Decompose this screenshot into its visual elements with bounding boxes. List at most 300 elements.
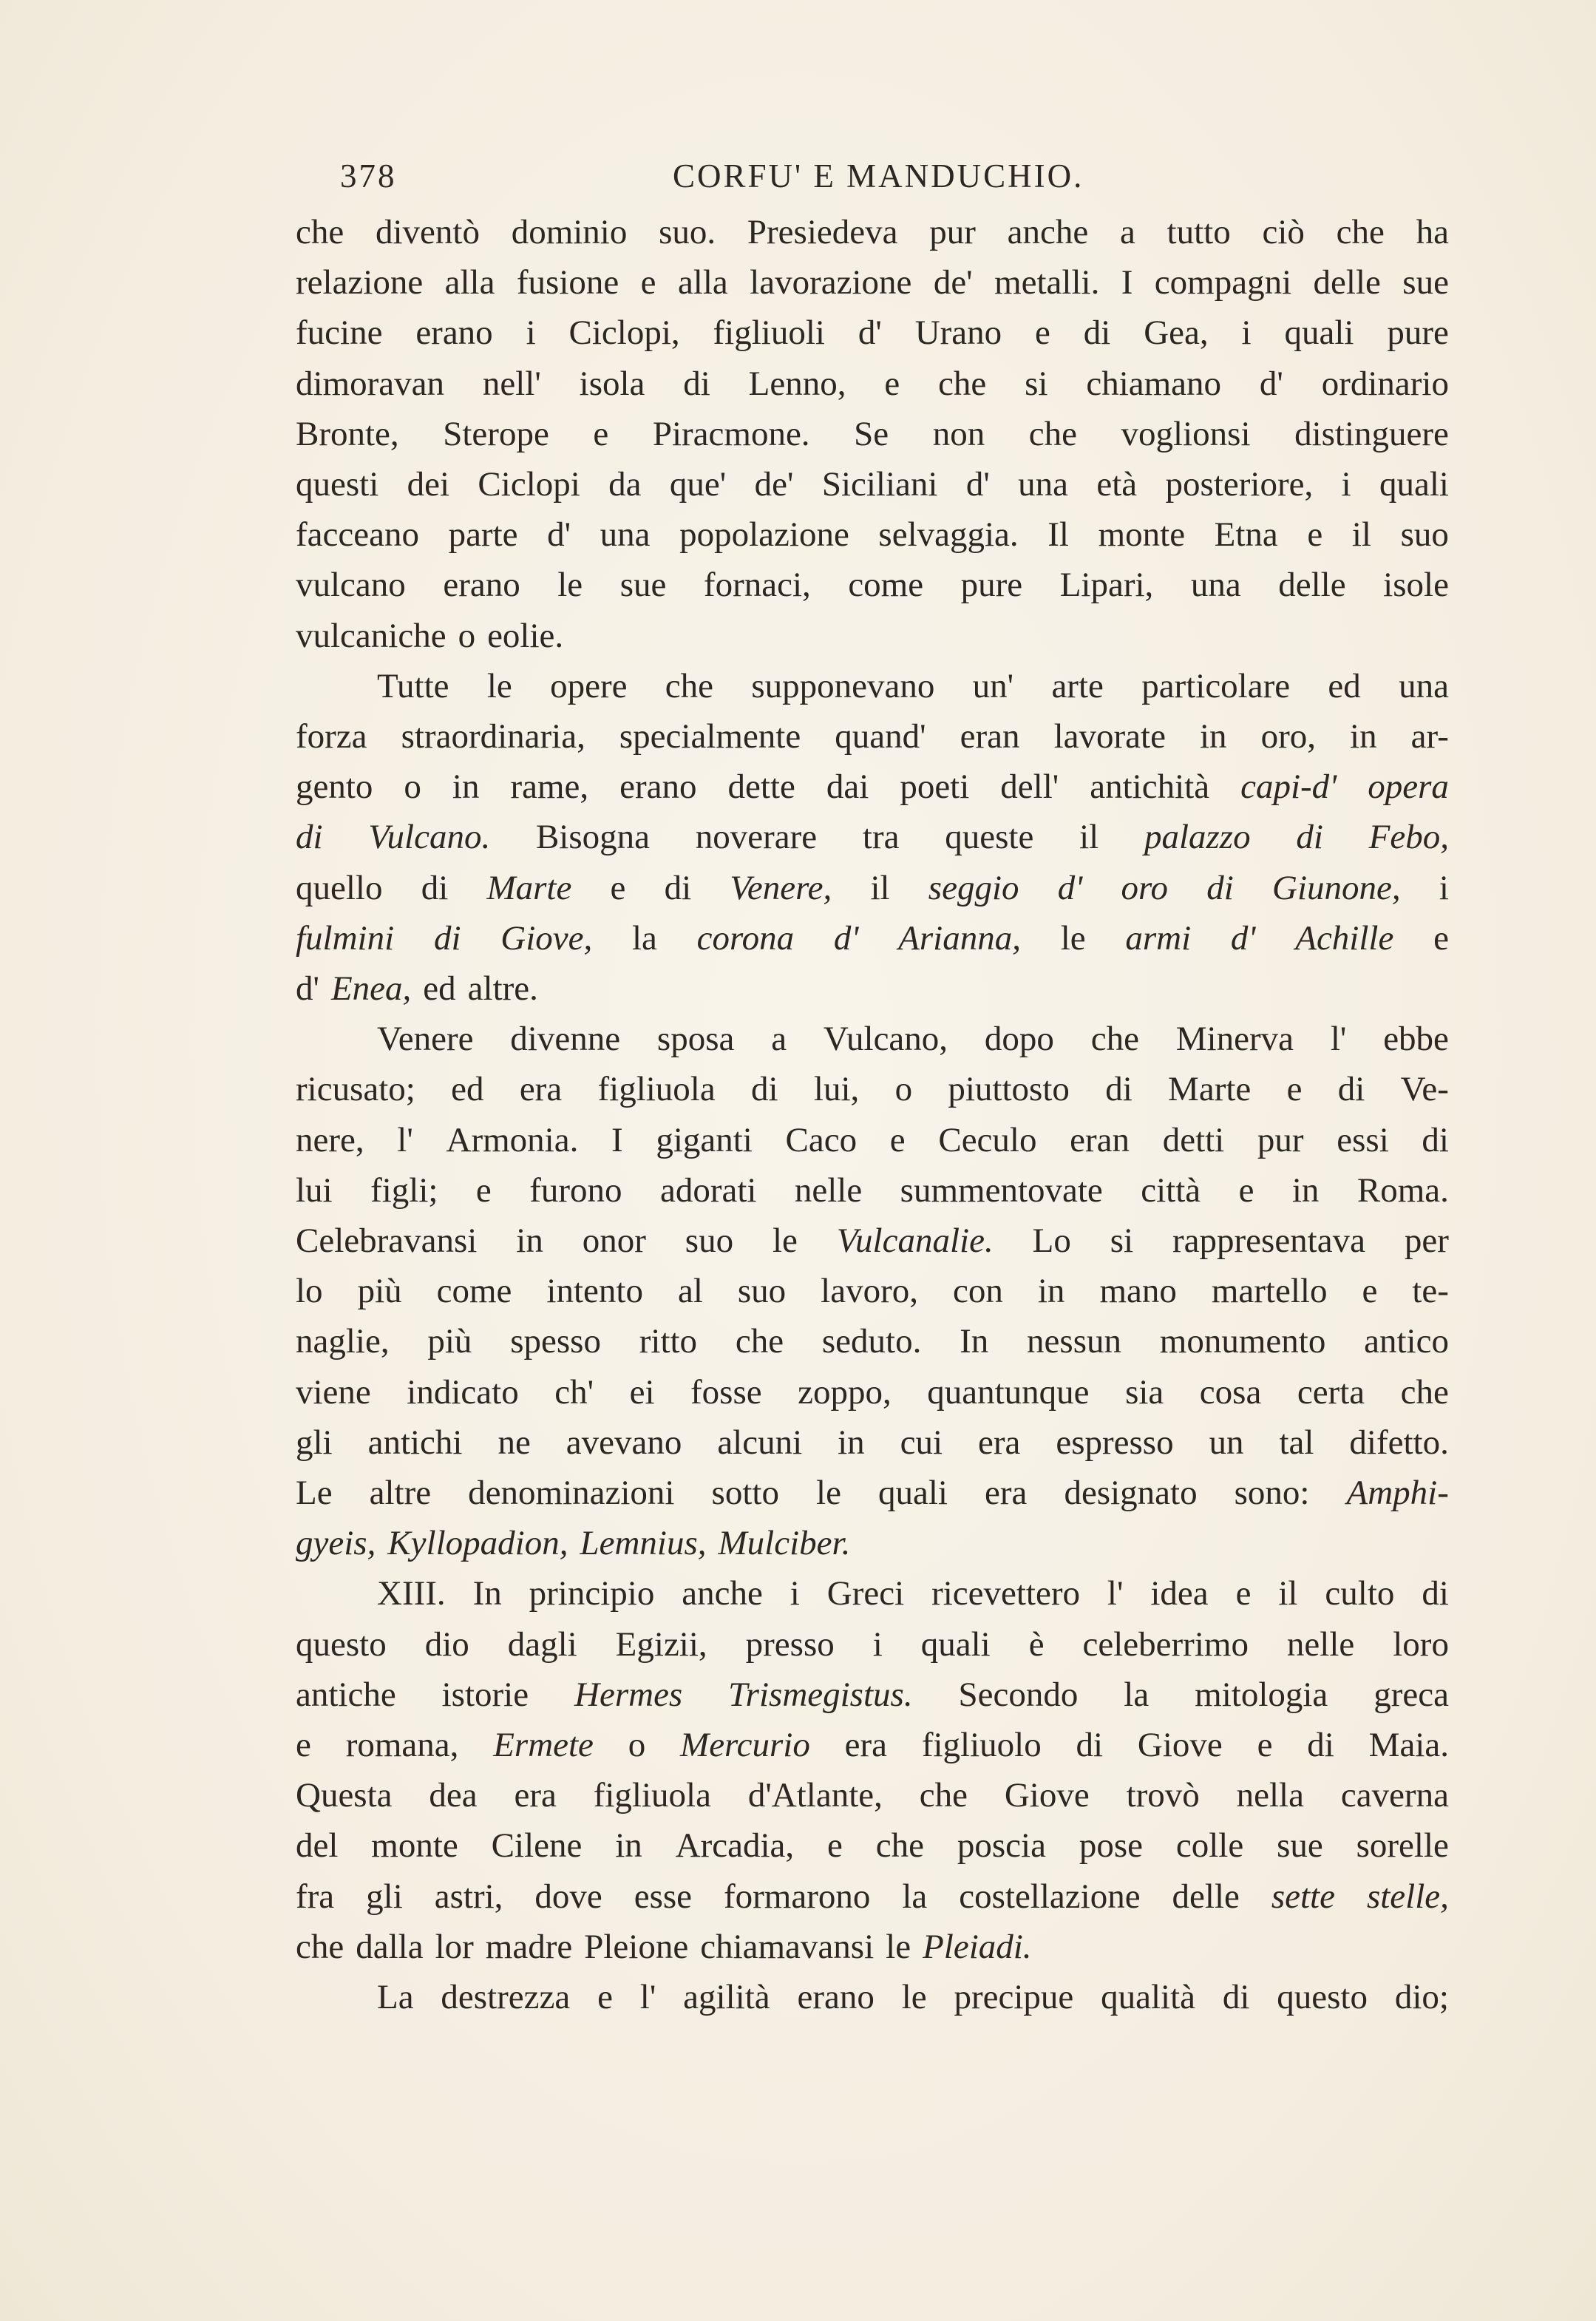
word: una	[1399, 666, 1449, 705]
word: suo.	[659, 213, 716, 251]
word: Presiedeva	[747, 213, 898, 251]
word: parte	[448, 515, 518, 555]
word: città	[1141, 1170, 1201, 1210]
text-line	[296, 311, 1449, 355]
word: Sterope	[443, 414, 549, 453]
word: celeberrimo	[1082, 1624, 1249, 1664]
word: le	[486, 666, 512, 705]
word: Roma.	[1356, 1170, 1449, 1210]
word: le	[772, 1222, 798, 1260]
word: dio	[424, 1624, 469, 1664]
word: Secondo	[958, 1675, 1079, 1714]
word: era	[519, 1070, 563, 1109]
word: Armonia.	[446, 1120, 579, 1159]
word: non	[932, 414, 985, 453]
word: Se	[854, 414, 889, 453]
word: chiamavansi	[700, 1927, 875, 1966]
word: ricevettero	[931, 1574, 1080, 1613]
word: Ve-	[1400, 1070, 1449, 1109]
word: La	[377, 1978, 414, 2016]
word: e	[1035, 314, 1050, 353]
word: indicato	[407, 1372, 519, 1412]
text-line	[296, 765, 1449, 809]
word: d'	[547, 515, 571, 555]
word: i	[526, 314, 536, 353]
word: Arianna,	[898, 918, 1021, 958]
word: altre.	[467, 969, 538, 1008]
word: loro	[1393, 1624, 1449, 1664]
word: noverare	[695, 818, 818, 857]
word: precipue	[954, 1978, 1074, 2016]
word: Gea,	[1144, 314, 1209, 353]
word: viene	[296, 1372, 371, 1412]
word: di	[1105, 1070, 1133, 1109]
text-line	[296, 1370, 1449, 1414]
word: sotto	[711, 1474, 779, 1512]
word: Ciclopi,	[568, 314, 680, 353]
word: ciò	[1262, 213, 1305, 251]
word: naglie,	[296, 1322, 390, 1361]
word: tra	[862, 818, 900, 857]
word: onor	[582, 1222, 646, 1260]
word: era	[985, 1474, 1028, 1512]
word: ha	[1416, 213, 1449, 251]
word: poeti	[900, 768, 970, 807]
word: e	[1286, 1070, 1303, 1109]
word: Bisogna	[535, 818, 651, 857]
word: la	[1124, 1675, 1150, 1714]
word: greca	[1373, 1675, 1449, 1714]
word: e	[610, 868, 626, 907]
word: zoppo,	[798, 1372, 892, 1412]
word: nelle	[1286, 1624, 1355, 1664]
text-line	[296, 210, 1449, 254]
word: e	[1238, 1170, 1254, 1210]
word: Achille	[1295, 918, 1394, 958]
word: in	[1199, 717, 1227, 756]
word: presso	[745, 1624, 835, 1664]
word: che	[296, 213, 344, 251]
word: certa	[1297, 1372, 1365, 1412]
word: compagni	[1154, 263, 1292, 302]
word: supponevano	[751, 666, 935, 705]
word: ei	[629, 1372, 655, 1412]
word: designato	[1064, 1474, 1198, 1512]
text-line	[296, 1823, 1449, 1868]
word: mitologia	[1195, 1675, 1328, 1714]
word: in	[615, 1826, 642, 1866]
word: che	[919, 1776, 968, 1815]
word: diventò	[375, 213, 480, 251]
word: di	[683, 364, 710, 403]
word: relazione	[296, 263, 424, 302]
word: si	[1025, 364, 1048, 403]
word: fucine	[296, 314, 383, 353]
word: Le	[296, 1474, 333, 1512]
word: specialmente	[619, 717, 801, 756]
word: a	[1119, 213, 1135, 251]
word: rappresentava	[1172, 1222, 1365, 1260]
word: ed	[1328, 666, 1361, 705]
word: essi	[1337, 1120, 1389, 1159]
word: suo	[685, 1222, 734, 1260]
word: particolare	[1141, 666, 1291, 705]
word: oro	[1121, 868, 1169, 907]
word: nere,	[296, 1120, 364, 1159]
text-line	[296, 1773, 1449, 1817]
word: pose	[1079, 1826, 1143, 1866]
word: figliuola	[593, 1776, 711, 1815]
word: lui	[296, 1170, 333, 1210]
word: in	[1291, 1170, 1320, 1210]
word: e	[1307, 515, 1323, 555]
word: Venere,	[730, 868, 832, 907]
word: a	[771, 1020, 787, 1059]
word: e	[884, 364, 900, 403]
word: Marte	[486, 868, 572, 907]
word: l'	[1107, 1574, 1124, 1613]
word: di	[296, 818, 323, 857]
word: mano	[1099, 1272, 1177, 1311]
word: o	[894, 1070, 913, 1109]
word: che	[296, 1927, 344, 1966]
word: romana,	[345, 1726, 459, 1764]
text-line	[296, 614, 1449, 658]
word: eran	[1070, 1120, 1130, 1159]
word: Trismegistus.	[728, 1675, 913, 1714]
word: oro,	[1260, 717, 1316, 756]
word: gli	[296, 1423, 333, 1462]
word: agilità	[683, 1978, 770, 2016]
word: che	[1400, 1372, 1449, 1412]
word: di	[1206, 868, 1234, 907]
word: ne	[498, 1423, 531, 1462]
text-line	[296, 1067, 1449, 1111]
word: Mercurio	[680, 1726, 810, 1764]
word: sono:	[1234, 1474, 1310, 1512]
word: d'	[296, 969, 319, 1008]
word: i	[872, 1624, 883, 1664]
word: era	[844, 1726, 888, 1764]
word: di	[433, 918, 461, 958]
word: Piracmone.	[652, 414, 810, 453]
text-line	[296, 462, 1449, 506]
word: anche	[1007, 213, 1089, 251]
word: i	[1241, 314, 1252, 353]
word: era	[514, 1776, 557, 1815]
text-line	[296, 1420, 1449, 1465]
word: da	[608, 465, 642, 504]
word: di	[1222, 1978, 1250, 2016]
word: che	[1028, 414, 1077, 453]
word: un'	[972, 666, 1014, 705]
word: più	[427, 1322, 472, 1361]
word: una	[1018, 465, 1069, 504]
word: seduto.	[821, 1322, 922, 1361]
word: d'	[1259, 364, 1283, 403]
word: dai	[826, 768, 869, 807]
word: In	[472, 1574, 502, 1613]
word: gyeis,	[296, 1524, 376, 1563]
word: istorie	[441, 1675, 529, 1714]
word: summentovate	[900, 1170, 1103, 1210]
word: monumento	[1159, 1322, 1326, 1361]
word: Venere	[377, 1020, 474, 1059]
word: tal	[1279, 1423, 1314, 1462]
word: Urano	[914, 314, 1002, 353]
word: tutto	[1167, 213, 1231, 251]
word: figliuoli	[713, 314, 825, 353]
word: erano	[619, 768, 697, 807]
word: Giove	[1004, 1776, 1090, 1815]
word: antiche	[296, 1675, 396, 1714]
word: di	[1083, 314, 1111, 353]
word: quali	[920, 1624, 991, 1664]
word: d'	[858, 314, 882, 353]
word: nelle	[794, 1170, 863, 1210]
word: si	[1110, 1222, 1134, 1260]
word: Etna	[1214, 515, 1278, 555]
word: madre	[485, 1927, 573, 1966]
word: era	[978, 1423, 1021, 1462]
word: altre	[369, 1474, 432, 1512]
word: eran	[960, 717, 1020, 756]
word: la	[902, 1877, 928, 1916]
word: che	[875, 1826, 924, 1866]
word: Questa	[296, 1776, 393, 1815]
word: Febo,	[1368, 818, 1449, 857]
word: furono	[529, 1170, 622, 1210]
word: dagli	[507, 1624, 577, 1664]
word: che	[735, 1322, 784, 1361]
word: intento	[546, 1272, 643, 1311]
word: piuttosto	[948, 1070, 1070, 1109]
word: ar-	[1410, 717, 1449, 756]
word: pur	[1257, 1120, 1304, 1159]
text-line	[296, 1925, 1449, 1969]
word: i	[789, 1574, 800, 1613]
word: sorelle	[1356, 1826, 1449, 1866]
word: d'	[833, 918, 859, 958]
word: antico	[1364, 1322, 1449, 1361]
word: una	[600, 515, 651, 555]
word: distinguere	[1294, 414, 1449, 453]
word: in	[452, 768, 480, 807]
word: Lenno,	[748, 364, 846, 403]
word: posteriore,	[1165, 465, 1314, 504]
word: figli;	[370, 1170, 438, 1210]
word: e	[475, 1170, 492, 1210]
word: che	[938, 364, 987, 403]
text-line	[296, 916, 1449, 960]
word: esse	[634, 1877, 693, 1916]
word: dio;	[1394, 1978, 1449, 2016]
word: isole	[1383, 566, 1449, 605]
text-line	[296, 1118, 1449, 1162]
word: le	[816, 1474, 841, 1512]
text-line	[377, 1017, 1449, 1061]
word: d'	[1230, 918, 1256, 958]
word: dalla	[356, 1927, 424, 1966]
word: Siciliani	[821, 465, 938, 504]
word: sue	[1402, 263, 1449, 302]
word: più	[357, 1272, 402, 1311]
word: straordinaria,	[401, 717, 585, 756]
word: in	[1350, 717, 1377, 756]
word: il	[870, 868, 890, 907]
word: antichità	[1090, 768, 1210, 807]
word: astri,	[434, 1877, 503, 1916]
word: vulcaniche	[296, 616, 446, 655]
word: Caco	[785, 1120, 858, 1159]
word: che	[1090, 1020, 1139, 1059]
word: capi-d'	[1240, 768, 1337, 807]
text-line	[296, 866, 1449, 910]
word: Enea,	[330, 969, 412, 1008]
text-line	[296, 1219, 1449, 1263]
word: lavorazione	[750, 263, 912, 302]
word: fusione	[516, 263, 619, 302]
word: di	[1422, 1120, 1449, 1159]
text-line	[296, 1673, 1449, 1717]
text-line	[296, 1521, 1449, 1565]
word: ricusato;	[296, 1070, 415, 1109]
word: chiamano	[1086, 364, 1222, 403]
word: ebbe	[1383, 1020, 1449, 1059]
text-line	[296, 1723, 1449, 1767]
word: come	[436, 1272, 512, 1311]
word: Vulcanalie.	[836, 1222, 994, 1260]
word: i	[1439, 868, 1449, 907]
word: Mulciber.	[718, 1524, 851, 1563]
word: spesso	[510, 1322, 601, 1361]
word: in	[838, 1423, 865, 1462]
word: alcuni	[717, 1423, 803, 1462]
word: facceano	[296, 515, 419, 555]
word: detti	[1162, 1120, 1225, 1159]
word: lui,	[813, 1070, 860, 1109]
word: l'	[1330, 1020, 1347, 1059]
word: delle	[1172, 1877, 1240, 1916]
word: anche	[682, 1574, 763, 1613]
word: erano	[415, 314, 493, 353]
word: figliuolo	[921, 1726, 1042, 1764]
word: erano	[797, 1978, 875, 2016]
word: con	[953, 1272, 1003, 1311]
word: e	[1235, 1574, 1252, 1613]
word: e	[1362, 1272, 1378, 1311]
word: fornaci,	[703, 566, 811, 605]
word: dominio	[511, 213, 628, 251]
word: alla	[677, 263, 728, 302]
word: lor	[435, 1927, 474, 1966]
word: eolie.	[487, 616, 564, 655]
word: ed	[451, 1070, 484, 1109]
word: culto	[1325, 1574, 1395, 1613]
word: come	[848, 566, 924, 605]
word: Maia.	[1368, 1726, 1449, 1764]
word: di	[664, 868, 692, 907]
word: alla	[444, 263, 495, 302]
page-number: 378	[340, 157, 397, 194]
word: formarono	[724, 1877, 871, 1916]
word: Ciclopi	[478, 465, 580, 504]
word: di	[1422, 1574, 1449, 1613]
word: e	[640, 263, 656, 302]
word: Lemnius,	[580, 1524, 707, 1563]
word: palazzo	[1144, 818, 1251, 857]
word: ordinario	[1321, 364, 1449, 403]
word: per	[1404, 1222, 1449, 1260]
word: delle	[1313, 263, 1381, 302]
word: delle	[1278, 566, 1346, 605]
word: Bronte,	[296, 414, 399, 453]
word: quantunque	[927, 1372, 1090, 1412]
word: e	[593, 414, 609, 453]
word: Tutte	[377, 666, 449, 705]
word: del	[296, 1826, 339, 1866]
word: voglionsi	[1121, 414, 1251, 453]
word: una	[1190, 566, 1241, 605]
word: Kyllopadion,	[387, 1524, 568, 1563]
word: sue	[1277, 1826, 1323, 1866]
word: e	[889, 1120, 906, 1159]
word: dei	[407, 465, 450, 504]
word: costellazione	[959, 1877, 1141, 1916]
word: dopo	[984, 1020, 1054, 1059]
word: gento	[296, 768, 373, 807]
word: in	[1037, 1272, 1065, 1311]
word: Lipari,	[1059, 566, 1154, 605]
word: fulmini	[296, 918, 395, 958]
word: destrezza	[441, 1978, 571, 2016]
text-line	[377, 1571, 1449, 1616]
word: ed	[423, 969, 456, 1008]
text-line	[296, 260, 1449, 305]
word: un	[1209, 1423, 1244, 1462]
word: idea	[1150, 1574, 1209, 1613]
word: armi	[1125, 918, 1192, 958]
word: o	[628, 1726, 646, 1764]
page-header	[296, 157, 1449, 201]
word: de'	[754, 465, 794, 504]
word: sia	[1125, 1372, 1164, 1412]
word: in	[516, 1222, 543, 1260]
word: di	[421, 868, 449, 907]
word: I	[611, 1120, 623, 1159]
word: adorati	[659, 1170, 757, 1210]
word: gli	[366, 1877, 403, 1916]
word: Ceculo	[938, 1120, 1037, 1159]
word: martello	[1211, 1272, 1328, 1311]
word: que'	[669, 465, 727, 504]
word: di	[1337, 1070, 1365, 1109]
text-line	[296, 1622, 1449, 1667]
word: cui	[900, 1423, 943, 1462]
text-line	[296, 714, 1449, 759]
word: vulcano	[296, 566, 406, 605]
word: sue	[619, 566, 667, 605]
word: Il	[1047, 515, 1069, 555]
word: lo	[296, 1272, 323, 1311]
word: e	[296, 1726, 311, 1764]
word: sposa	[656, 1020, 735, 1059]
word: In	[960, 1322, 989, 1361]
text-line	[296, 563, 1449, 607]
word: dimoravan	[296, 364, 444, 403]
word: stelle,	[1366, 1877, 1449, 1916]
text-line	[296, 1319, 1449, 1363]
